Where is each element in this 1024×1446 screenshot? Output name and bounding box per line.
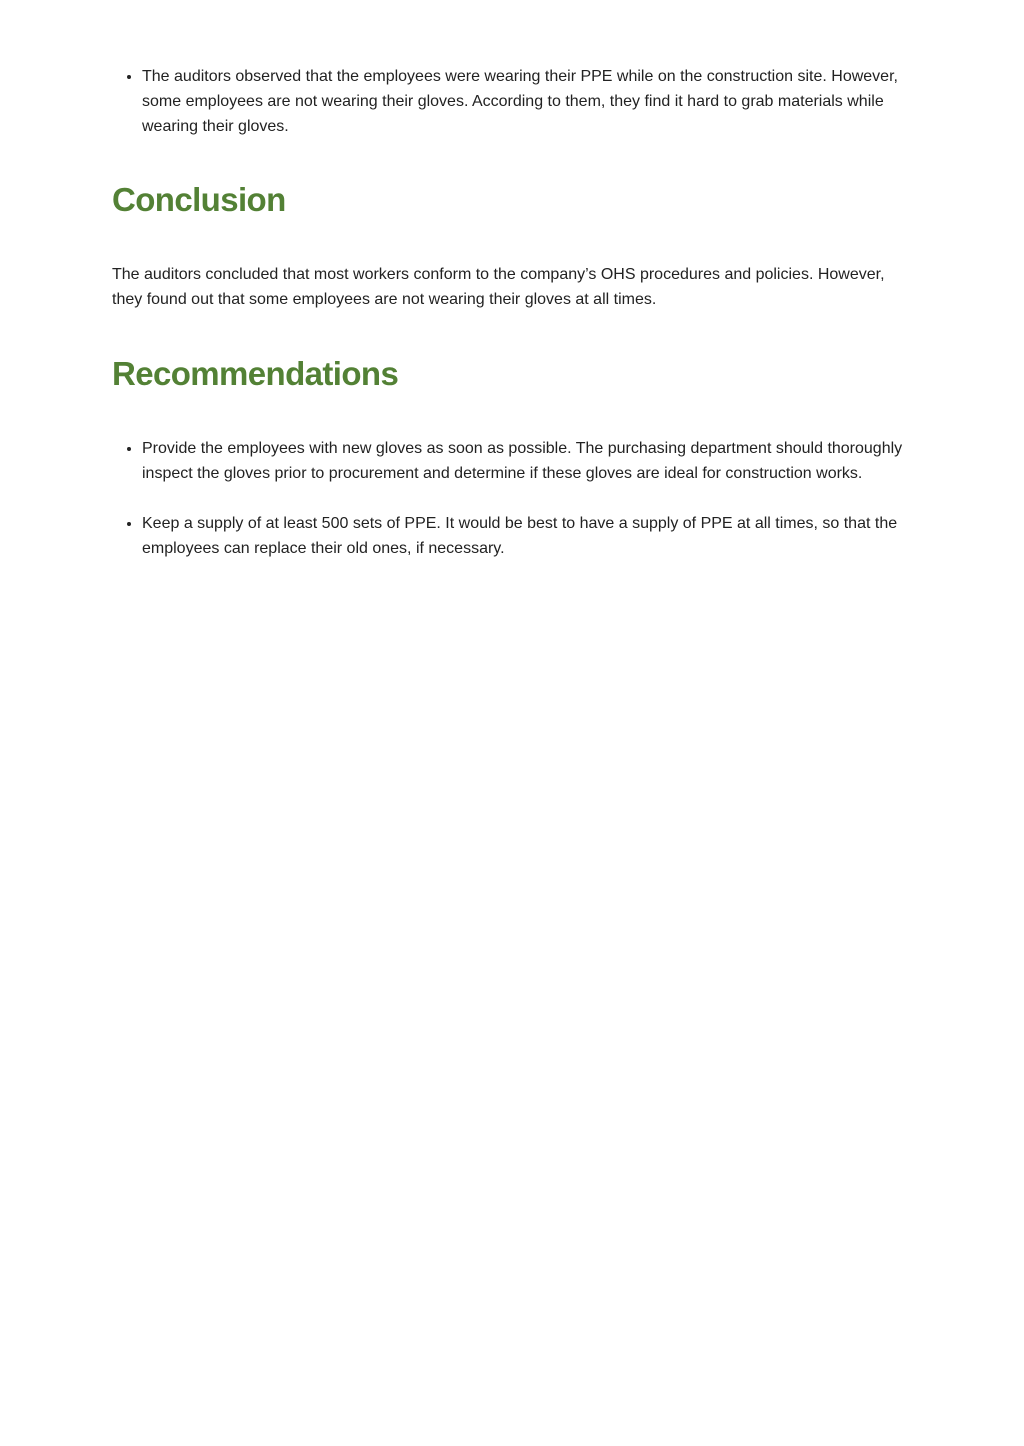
list-item: • The auditors observed that the employees were wearing their PPE while on the construction site. However, some employees are not wearing their gloves. According to them, they find it hard to grab materials while wearing their gloves. — [142, 64, 912, 139]
conclusion-heading: Conclusion — [112, 181, 286, 218]
conclusion-paragraph: The auditors concluded that most workers conform to the company’s OHS procedures and policies. However, they found out that some employees are not wearing their gloves at all times. — [112, 266, 885, 308]
list-item: • Keep a supply of at least 500 sets of PPE. It would be best to have a supply of PPE at all times, so that the employees can replace their old ones, if necessary. — [142, 511, 912, 561]
recommendations-list — [112, 436, 912, 561]
document-page — [112, 64, 912, 561]
list-item: • Provide the employees with new gloves as soon as possible. The purchasing department should thoroughly inspect the gloves prior to procurement and determine if these gloves are ideal for construction works. — [142, 436, 912, 486]
observations-list — [112, 64, 912, 139]
recommendations-heading: Recommendations — [112, 355, 399, 392]
